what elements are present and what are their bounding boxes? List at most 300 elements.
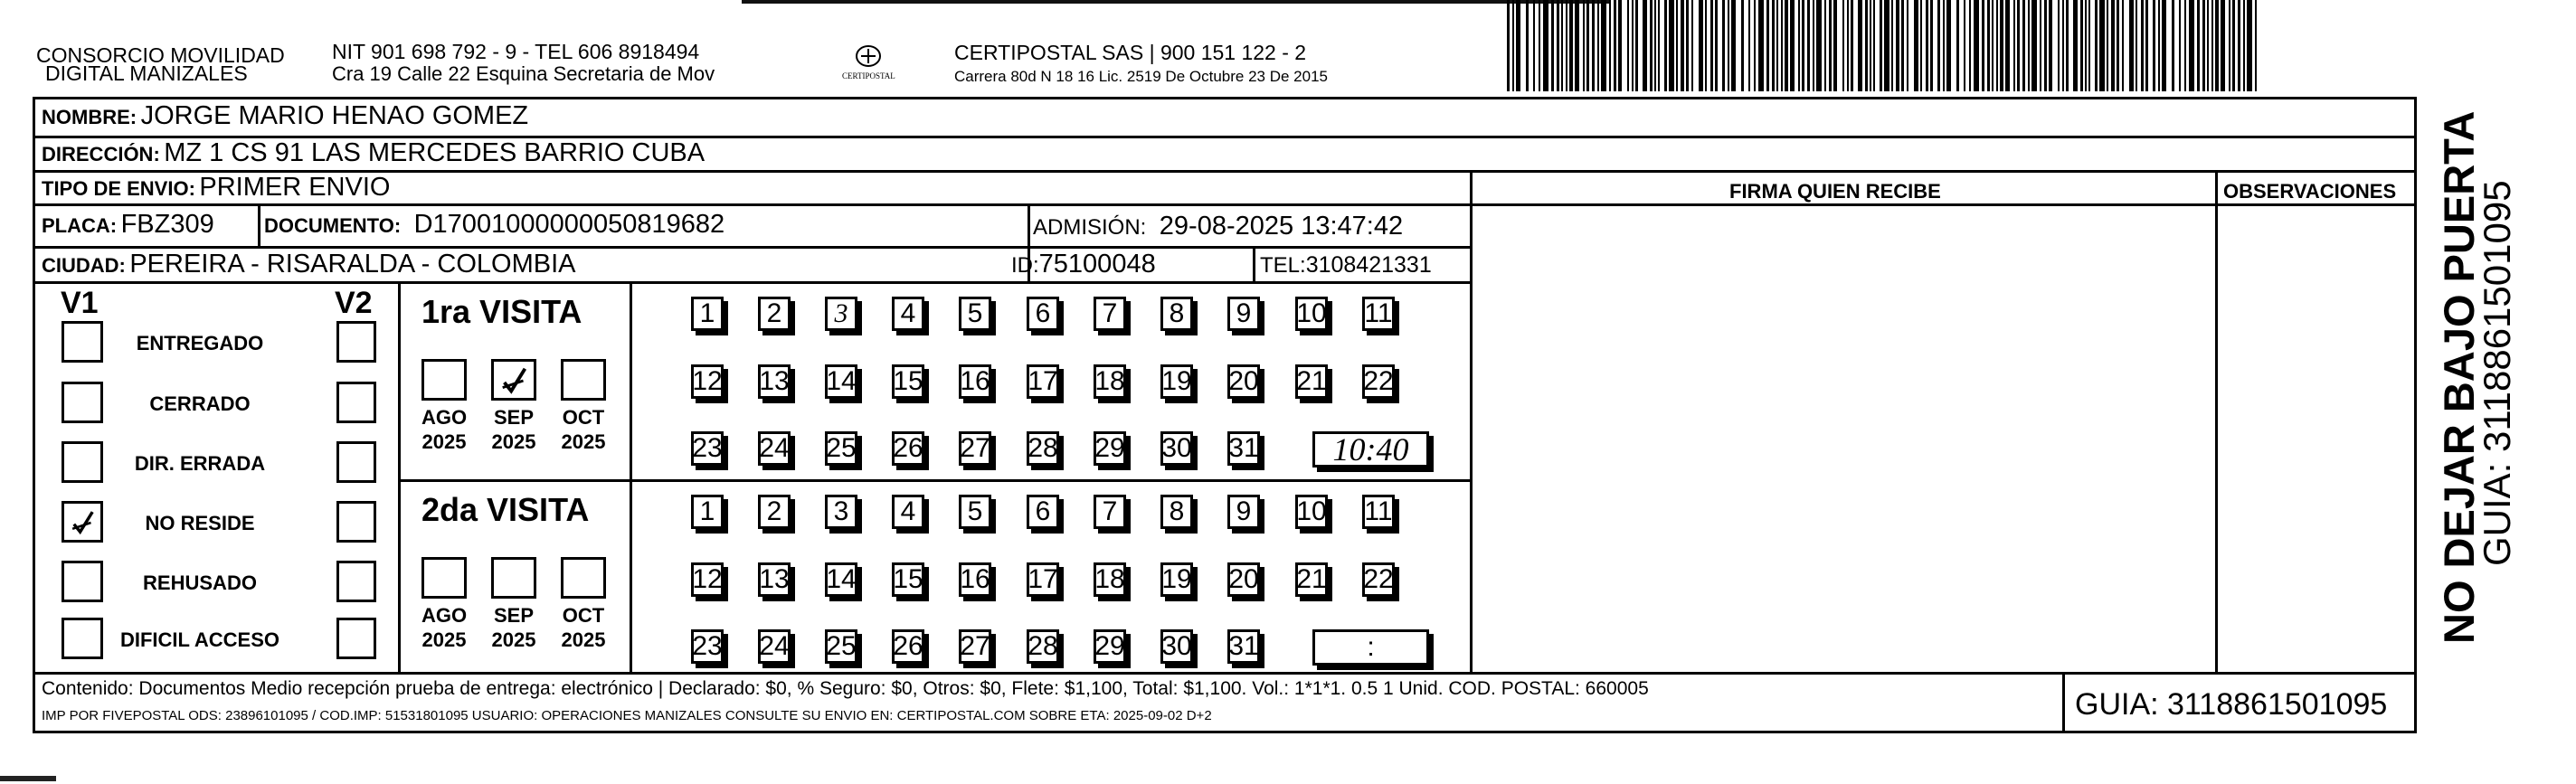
day-checkbox-16[interactable] bbox=[959, 364, 991, 399]
v2-header: V2 bbox=[335, 286, 373, 320]
barcode-bar-30 bbox=[1676, 0, 1678, 91]
day-checkbox-3[interactable] bbox=[825, 297, 857, 331]
day-number: 19 bbox=[1161, 366, 1192, 396]
status-label: DIR. ERRADA bbox=[134, 452, 266, 475]
placa-label: PLACA: bbox=[42, 214, 118, 237]
day-checkbox-21[interactable] bbox=[1295, 364, 1328, 399]
barcode-bar-82 bbox=[1974, 0, 1979, 91]
barcode-bar-68 bbox=[1891, 0, 1893, 91]
day-checkbox-31[interactable] bbox=[1227, 431, 1260, 466]
visit-month-label: SEP bbox=[493, 406, 535, 429]
day-number: 8 bbox=[1169, 298, 1185, 328]
ciudad-label: CIUDAD: bbox=[42, 254, 126, 277]
barcode-bar-96 bbox=[2049, 0, 2052, 91]
barcode-bar-74 bbox=[1926, 0, 1928, 91]
day-checkbox-20[interactable] bbox=[1227, 364, 1260, 399]
day-checkbox-5[interactable] bbox=[959, 297, 991, 331]
barcode-bar-27 bbox=[1658, 0, 1660, 91]
barcode-bar-131 bbox=[2247, 0, 2252, 91]
visit-month-checkbox[interactable] bbox=[421, 557, 467, 599]
day-number: 3 bbox=[834, 298, 848, 328]
visit-year-label: 2025 bbox=[421, 628, 467, 651]
day-checkbox-19[interactable] bbox=[1160, 562, 1193, 597]
carrier-name: CERTIPOSTAL SAS | 900 151 122 - 2 bbox=[954, 41, 1307, 64]
barcode-bar-56 bbox=[1824, 0, 1826, 91]
status-label: DIFICIL ACCESO bbox=[119, 628, 279, 651]
day-checkbox-19[interactable] bbox=[1160, 364, 1193, 399]
day-checkbox-29[interactable] bbox=[1094, 431, 1126, 466]
day-checkbox-7[interactable] bbox=[1094, 297, 1126, 331]
barcode-bar-91 bbox=[2022, 0, 2025, 91]
day-checkbox-12[interactable] bbox=[691, 562, 724, 597]
day-number: 17 bbox=[1028, 366, 1058, 396]
day-checkbox-11[interactable] bbox=[1362, 495, 1395, 529]
day-checkbox-18[interactable] bbox=[1094, 562, 1126, 597]
barcode-bar-111 bbox=[2136, 0, 2137, 91]
direccion-value: MZ 1 CS 91 LAS MERCEDES BARRIO CUBA bbox=[164, 138, 706, 167]
barcode-bar-78 bbox=[1946, 0, 1951, 91]
status-v2-checkbox[interactable] bbox=[336, 618, 376, 659]
day-number: 15 bbox=[893, 366, 923, 396]
barcode-bar-15 bbox=[1592, 0, 1595, 91]
barcode-bar-115 bbox=[2158, 0, 2160, 91]
placa-field bbox=[42, 212, 214, 238]
admision-value: 29-08-2025 13:47:42 bbox=[1159, 212, 1404, 241]
day-number: 29 bbox=[1094, 433, 1125, 463]
day-number: 6 bbox=[1035, 298, 1051, 328]
day-checkbox-13[interactable] bbox=[758, 364, 791, 399]
day-checkbox-24[interactable] bbox=[758, 629, 791, 664]
day-number: 26 bbox=[893, 631, 923, 661]
check-mark-icon bbox=[497, 364, 532, 398]
barcode-bar-113 bbox=[2145, 0, 2148, 91]
carrier-address: Carrera 80d N 18 16 Lic. 2519 De Octubre 23 De 2015 bbox=[954, 68, 1328, 85]
day-checkbox-14[interactable] bbox=[825, 562, 857, 597]
day-checkbox-2[interactable] bbox=[758, 495, 791, 529]
barcode-bar-20 bbox=[1618, 0, 1622, 91]
direccion-label: DIRECCIÓN: bbox=[42, 143, 160, 165]
vrule-obs-left bbox=[2215, 170, 2218, 673]
barcode-bar-3 bbox=[1526, 0, 1529, 91]
day-checkbox-31[interactable] bbox=[1227, 629, 1260, 664]
day-number: 10 bbox=[1296, 496, 1327, 526]
barcode-bar-80 bbox=[1964, 0, 1965, 91]
visit-year-label: 2025 bbox=[561, 628, 606, 651]
day-checkbox-27[interactable] bbox=[959, 431, 991, 466]
top-edge-marks bbox=[742, 0, 1610, 4]
barcode-bar-54 bbox=[1813, 0, 1814, 91]
id-label: ID: bbox=[1011, 253, 1039, 278]
status-v1-checkbox[interactable] bbox=[62, 561, 103, 602]
barcode-bar-132 bbox=[2255, 0, 2257, 91]
day-checkbox-26[interactable] bbox=[892, 431, 924, 466]
rule-6 bbox=[398, 479, 1471, 482]
day-number: 18 bbox=[1094, 366, 1125, 396]
bottom-scan-mark bbox=[0, 776, 56, 781]
barcode-bar-37 bbox=[1715, 0, 1718, 91]
barcode-bar-116 bbox=[2162, 0, 2166, 91]
status-v1-checkbox[interactable] bbox=[62, 501, 103, 543]
tel-value: 3108421331 bbox=[1305, 252, 1432, 278]
rule-3 bbox=[33, 203, 2417, 206]
barcode-bar-72 bbox=[1914, 0, 1918, 91]
day-checkbox-14[interactable] bbox=[825, 364, 857, 399]
barcode-bar-122 bbox=[2202, 0, 2205, 91]
barcode-bar-17 bbox=[1601, 0, 1606, 91]
barcode-bar-12 bbox=[1575, 0, 1579, 91]
day-number: 4 bbox=[900, 298, 916, 328]
tel-field bbox=[1260, 254, 1432, 277]
barcode-bar-87 bbox=[2000, 0, 2003, 91]
barcode-bar-21 bbox=[1627, 0, 1629, 91]
status-v1-checkbox[interactable] bbox=[62, 618, 103, 659]
barcode-bar-22 bbox=[1632, 0, 1634, 91]
day-checkbox-12[interactable] bbox=[691, 364, 724, 399]
day-checkbox-22[interactable] bbox=[1362, 364, 1395, 399]
barcode-bar-84 bbox=[1987, 0, 1990, 91]
visit-month-checkbox[interactable] bbox=[421, 359, 467, 401]
barcode-bar-125 bbox=[2215, 0, 2219, 91]
barcode-bar-10 bbox=[1566, 0, 1567, 91]
barcode-bar-31 bbox=[1681, 0, 1684, 91]
day-number: 31 bbox=[1228, 631, 1259, 661]
barcode-bar-4 bbox=[1533, 0, 1535, 91]
barcode-bar-67 bbox=[1884, 0, 1889, 91]
barcode-bar-70 bbox=[1901, 0, 1904, 91]
barcode-bar-13 bbox=[1583, 0, 1585, 91]
barcode-bar-19 bbox=[1614, 0, 1616, 91]
documento-field bbox=[264, 212, 724, 238]
day-checkbox-9[interactable] bbox=[1227, 495, 1260, 529]
barcode-bar-77 bbox=[1943, 0, 1945, 91]
day-number: 18 bbox=[1094, 564, 1125, 594]
firma-header: FIRMA QUIEN RECIBE bbox=[1729, 180, 1941, 203]
day-number: 9 bbox=[1236, 298, 1252, 328]
barcode-bar-130 bbox=[2243, 0, 2245, 91]
barcode-bar-73 bbox=[1920, 0, 1922, 91]
day-number: 28 bbox=[1028, 631, 1058, 661]
vrule-visit bbox=[630, 281, 632, 673]
status-v2-checkbox[interactable] bbox=[336, 382, 376, 423]
barcode-bar-59 bbox=[1842, 0, 1844, 91]
day-number: 13 bbox=[759, 564, 790, 594]
visit-time-field[interactable] bbox=[1312, 431, 1429, 468]
barcode-bar-43 bbox=[1754, 0, 1756, 91]
barcode-bar-76 bbox=[1937, 0, 1940, 91]
barcode-bar-81 bbox=[1969, 0, 1971, 91]
day-number: 29 bbox=[1094, 631, 1125, 661]
day-checkbox-8[interactable] bbox=[1160, 297, 1193, 331]
day-checkbox-1[interactable] bbox=[691, 495, 724, 529]
vrule-guia bbox=[2062, 672, 2065, 733]
day-checkbox-16[interactable] bbox=[959, 562, 991, 597]
tel-label: TEL: bbox=[1260, 253, 1306, 278]
barcode-bar-94 bbox=[2040, 0, 2041, 91]
day-checkbox-5[interactable] bbox=[959, 495, 991, 529]
barcode-bar-65 bbox=[1873, 0, 1875, 91]
tipo-value: PRIMER ENVIO bbox=[199, 173, 391, 202]
visit-month-checkbox[interactable] bbox=[491, 557, 536, 599]
barcode-bar-71 bbox=[1907, 0, 1908, 91]
barcode-bar-16 bbox=[1597, 0, 1599, 91]
barcode-bar-29 bbox=[1669, 0, 1674, 91]
day-number: 14 bbox=[826, 366, 857, 396]
barcode-bar-66 bbox=[1880, 0, 1882, 91]
barcode-bar-128 bbox=[2232, 0, 2235, 91]
barcode-bar-5 bbox=[1539, 0, 1540, 91]
barcode-bar-75 bbox=[1930, 0, 1933, 91]
barcode-bar-2 bbox=[1516, 0, 1520, 91]
day-number: 10 bbox=[1296, 298, 1327, 328]
day-checkbox-7[interactable] bbox=[1094, 495, 1126, 529]
day-checkbox-10[interactable] bbox=[1295, 495, 1328, 529]
barcode-bar-57 bbox=[1829, 0, 1832, 91]
day-checkbox-4[interactable] bbox=[892, 495, 924, 529]
day-number: 2 bbox=[766, 496, 782, 526]
barcode-bar-83 bbox=[1982, 0, 1984, 91]
day-checkbox-15[interactable] bbox=[892, 364, 924, 399]
day-number: 26 bbox=[893, 433, 923, 463]
visit-time-field[interactable] bbox=[1312, 629, 1429, 666]
barcode-bar-79 bbox=[1956, 0, 1959, 91]
day-number: 5 bbox=[967, 496, 983, 526]
day-checkbox-11[interactable] bbox=[1362, 297, 1395, 331]
side-notice: NO DEJAR BAJO PUERTA bbox=[2435, 110, 2483, 644]
visit-month-checkbox[interactable] bbox=[491, 359, 536, 401]
visit-month-checkbox[interactable] bbox=[561, 557, 606, 599]
day-number: 21 bbox=[1296, 564, 1327, 594]
status-v2-checkbox[interactable] bbox=[336, 321, 376, 363]
barcode-bar-95 bbox=[2044, 0, 2047, 91]
barcode-bar-99 bbox=[2066, 0, 2069, 91]
barcode-bar-97 bbox=[2058, 0, 2060, 91]
visit-month-label: AGO bbox=[421, 604, 468, 627]
logo-text: CERTIPOSTAL bbox=[842, 71, 895, 80]
barcode-bar-108 bbox=[2117, 0, 2119, 91]
rule-5 bbox=[33, 281, 1471, 284]
day-checkbox-21[interactable] bbox=[1295, 562, 1328, 597]
barcode-bar-39 bbox=[1728, 0, 1729, 91]
day-checkbox-22[interactable] bbox=[1362, 562, 1395, 597]
barcode-bar-26 bbox=[1654, 0, 1656, 91]
day-checkbox-17[interactable] bbox=[1027, 562, 1059, 597]
day-number: 11 bbox=[1364, 496, 1393, 526]
day-checkbox-27[interactable] bbox=[959, 629, 991, 664]
day-checkbox-4[interactable] bbox=[892, 297, 924, 331]
ciudad-value: PEREIRA - RISARALDA - COLOMBIA bbox=[129, 250, 576, 279]
visit-year-label: 2025 bbox=[491, 430, 536, 453]
day-checkbox-30[interactable] bbox=[1160, 431, 1193, 466]
day-number: 15 bbox=[893, 564, 923, 594]
barcode-bar-107 bbox=[2111, 0, 2115, 91]
barcode-bar-62 bbox=[1858, 0, 1862, 91]
day-checkbox-26[interactable] bbox=[892, 629, 924, 664]
barcode bbox=[1507, 0, 2259, 91]
barcode-bar-63 bbox=[1865, 0, 1868, 91]
barcode-bar-93 bbox=[2031, 0, 2037, 91]
status-label: NO RESIDE bbox=[145, 512, 255, 534]
barcode-bar-90 bbox=[2017, 0, 2020, 91]
status-label: REHUSADO bbox=[143, 571, 257, 594]
day-checkbox-1[interactable] bbox=[691, 297, 724, 331]
day-number: 22 bbox=[1363, 366, 1394, 396]
day-number: 27 bbox=[960, 433, 990, 463]
vrule-status bbox=[398, 281, 401, 673]
day-number: 20 bbox=[1228, 564, 1259, 594]
day-checkbox-28[interactable] bbox=[1027, 629, 1059, 664]
day-number: 9 bbox=[1236, 496, 1252, 526]
barcode-bar-89 bbox=[2013, 0, 2015, 91]
day-checkbox-29[interactable] bbox=[1094, 629, 1126, 664]
day-checkbox-30[interactable] bbox=[1160, 629, 1193, 664]
day-number: 28 bbox=[1028, 433, 1058, 463]
company-address: Cra 19 Calle 22 Esquina Secretaria de Mov bbox=[332, 62, 715, 85]
day-checkbox-15[interactable] bbox=[892, 562, 924, 597]
day-checkbox-6[interactable] bbox=[1027, 297, 1059, 331]
tipo-label: TIPO DE ENVIO: bbox=[42, 177, 195, 200]
day-number: 8 bbox=[1169, 496, 1185, 526]
status-v1-checkbox[interactable] bbox=[62, 441, 103, 483]
day-checkbox-3[interactable] bbox=[825, 495, 857, 529]
footer-contenido: Contenido: Documentos Medio recepción prueba de entrega: electrónico | Declarado: $0, % Seguro: $0, Otros: $0, Flete: $1,100, Total: $1,100. Vol.: 1*1*1. 0.5 1 Unid. COD. POSTAL: 660005 bbox=[42, 678, 1649, 699]
day-checkbox-18[interactable] bbox=[1094, 364, 1126, 399]
status-label: ENTREGADO bbox=[136, 332, 264, 354]
barcode-bar-92 bbox=[2028, 0, 2030, 91]
status-v1-checkbox[interactable] bbox=[62, 321, 103, 363]
barcode-bar-25 bbox=[1650, 0, 1653, 91]
day-checkbox-25[interactable] bbox=[825, 629, 857, 664]
barcode-bar-50 bbox=[1790, 0, 1795, 91]
day-checkbox-17[interactable] bbox=[1027, 364, 1059, 399]
barcode-bar-49 bbox=[1785, 0, 1788, 91]
status-v2-checkbox[interactable] bbox=[336, 501, 376, 543]
admision-field bbox=[1033, 213, 1403, 240]
barcode-bar-52 bbox=[1802, 0, 1804, 91]
day-checkbox-13[interactable] bbox=[758, 562, 791, 597]
day-checkbox-8[interactable] bbox=[1160, 495, 1193, 529]
barcode-bar-53 bbox=[1807, 0, 1810, 91]
day-number: 24 bbox=[759, 631, 790, 661]
barcode-bar-127 bbox=[2229, 0, 2230, 91]
day-number: 16 bbox=[960, 564, 990, 594]
status-v2-checkbox[interactable] bbox=[336, 441, 376, 483]
day-number: 23 bbox=[692, 433, 723, 463]
direccion-field bbox=[42, 140, 705, 166]
day-number: 20 bbox=[1228, 366, 1259, 396]
visit-month-label: OCT bbox=[562, 604, 605, 627]
documento-value: D17001000000050819682 bbox=[413, 210, 725, 239]
status-v2-checkbox[interactable] bbox=[336, 561, 376, 602]
barcode-bar-104 bbox=[2095, 0, 2098, 91]
barcode-bar-36 bbox=[1710, 0, 1713, 91]
day-number: 17 bbox=[1028, 564, 1058, 594]
day-number: 16 bbox=[960, 366, 990, 396]
barcode-bar-34 bbox=[1699, 0, 1703, 91]
v1-header: V1 bbox=[61, 286, 99, 320]
barcode-bar-69 bbox=[1896, 0, 1899, 91]
day-number: 4 bbox=[900, 496, 916, 526]
barcode-bar-86 bbox=[1996, 0, 1998, 91]
visit-month-checkbox[interactable] bbox=[561, 359, 606, 401]
day-checkbox-24[interactable] bbox=[758, 431, 791, 466]
tipo-field bbox=[42, 175, 390, 201]
id-field bbox=[1011, 251, 1156, 278]
barcode-bar-8 bbox=[1557, 0, 1559, 91]
barcode-bar-6 bbox=[1543, 0, 1548, 91]
day-checkbox-23[interactable] bbox=[691, 629, 724, 664]
footer-imp: IMP POR FIVEPOSTAL ODS: 23896101095 / COD.IMP: 51531801095 USUARIO: OPERACIONES MANIZALES CONSULTE SU ENVIO EN: CERTIPOSTAL.COM SOBRE ETA: 2025-09-02 D+2 bbox=[42, 708, 1212, 723]
barcode-bar-121 bbox=[2197, 0, 2200, 91]
barcode-bar-18 bbox=[1609, 0, 1611, 91]
barcode-bar-102 bbox=[2085, 0, 2087, 91]
nombre-field bbox=[42, 103, 528, 129]
barcode-bar-23 bbox=[1635, 0, 1638, 91]
check-mark-icon bbox=[68, 507, 99, 538]
barcode-bar-41 bbox=[1741, 0, 1744, 91]
barcode-bar-0 bbox=[1507, 0, 1510, 91]
company-name-line1: CONSORCIO MOVILIDAD bbox=[36, 43, 285, 67]
day-checkbox-2[interactable] bbox=[758, 297, 791, 331]
day-checkbox-23[interactable] bbox=[691, 431, 724, 466]
barcode-bar-32 bbox=[1686, 0, 1689, 91]
barcode-bar-88 bbox=[2005, 0, 2010, 91]
day-checkbox-25[interactable] bbox=[825, 431, 857, 466]
day-number: 30 bbox=[1161, 631, 1192, 661]
barcode-bar-61 bbox=[1851, 0, 1853, 91]
barcode-bar-103 bbox=[2088, 0, 2090, 91]
day-number: 7 bbox=[1102, 496, 1118, 526]
barcode-bar-106 bbox=[2107, 0, 2108, 91]
day-checkbox-9[interactable] bbox=[1227, 297, 1260, 331]
barcode-bar-114 bbox=[2153, 0, 2155, 91]
day-checkbox-28[interactable] bbox=[1027, 431, 1059, 466]
vrule-placa bbox=[258, 203, 260, 246]
status-v1-checkbox[interactable] bbox=[62, 382, 103, 423]
day-number: 2 bbox=[766, 298, 782, 328]
barcode-bar-85 bbox=[1992, 0, 1994, 91]
barcode-bar-42 bbox=[1748, 0, 1750, 91]
side-guia: GUIA: 3118861501095 bbox=[2476, 180, 2518, 566]
day-number: 5 bbox=[967, 298, 983, 328]
visit-time-value: 10:40 bbox=[1332, 431, 1409, 468]
day-number: 27 bbox=[960, 631, 990, 661]
day-number: 30 bbox=[1161, 433, 1192, 463]
barcode-bar-46 bbox=[1772, 0, 1775, 91]
barcode-bar-47 bbox=[1776, 0, 1778, 91]
barcode-bar-40 bbox=[1731, 0, 1736, 91]
placa-value: FBZ309 bbox=[120, 210, 214, 239]
day-number: 25 bbox=[826, 631, 857, 661]
day-checkbox-10[interactable] bbox=[1295, 297, 1328, 331]
barcode-bar-51 bbox=[1798, 0, 1800, 91]
day-number: 6 bbox=[1035, 496, 1051, 526]
visit-year-label: 2025 bbox=[561, 430, 606, 453]
rule-footer bbox=[33, 672, 2417, 675]
day-number: 13 bbox=[759, 366, 790, 396]
id-value: 75100048 bbox=[1038, 250, 1156, 279]
barcode-bar-33 bbox=[1691, 0, 1693, 91]
visit-time-value: : bbox=[1367, 632, 1375, 662]
barcode-bar-44 bbox=[1758, 0, 1764, 91]
barcode-bar-38 bbox=[1722, 0, 1725, 91]
day-number: 23 bbox=[692, 631, 723, 661]
day-checkbox-20[interactable] bbox=[1227, 562, 1260, 597]
day-checkbox-6[interactable] bbox=[1027, 495, 1059, 529]
visit-month-label: OCT bbox=[562, 406, 605, 429]
visit-year-label: 2025 bbox=[491, 628, 536, 651]
day-number: 14 bbox=[826, 564, 857, 594]
barcode-bar-14 bbox=[1586, 0, 1589, 91]
